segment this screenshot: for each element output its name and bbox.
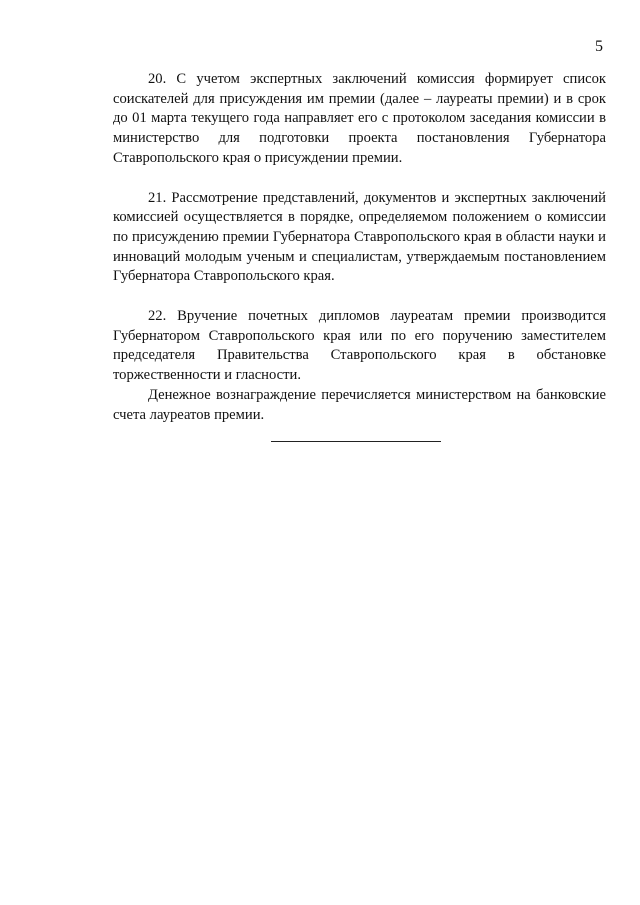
paragraph-21: 21. Рассмотрение представлений, документов и экспертных заключений комиссией осуществляется в порядке, определяемом положением о комиссии по присуждению премии Губернатора Ставропольского края в области науки и инноваций молодым ученым и специалистам, утверждаемым постановлением Губернатора Ставропольского края. xyxy=(113,189,606,285)
paragraph-20: 20. С учетом экспертных заключений комиссия формирует список соискателей для присуждения им премии (далее – лауреаты премии) и в срок до 01 марта текущего года направляет его с протоколом заседания комиссии в министерство для подготовки проекта постановления Губернатора Ставропольского края о присуждении премии. xyxy=(113,71,606,166)
end-separator-line xyxy=(271,441,441,442)
page-number: 5 xyxy=(595,38,603,55)
document-body xyxy=(113,70,606,425)
paragraph-monetary-reward: Денежное вознаграждение перечисляется министерством на банковские счета лауреатов премии. xyxy=(113,386,606,423)
paragraph-22: 22. Вручение почетных дипломов лауреатам премии производится Губернатором Ставропольского края или по его поручению заместителем председателя Правительства Ставропольского края в обстановке торжественности и гласности. xyxy=(113,308,606,384)
